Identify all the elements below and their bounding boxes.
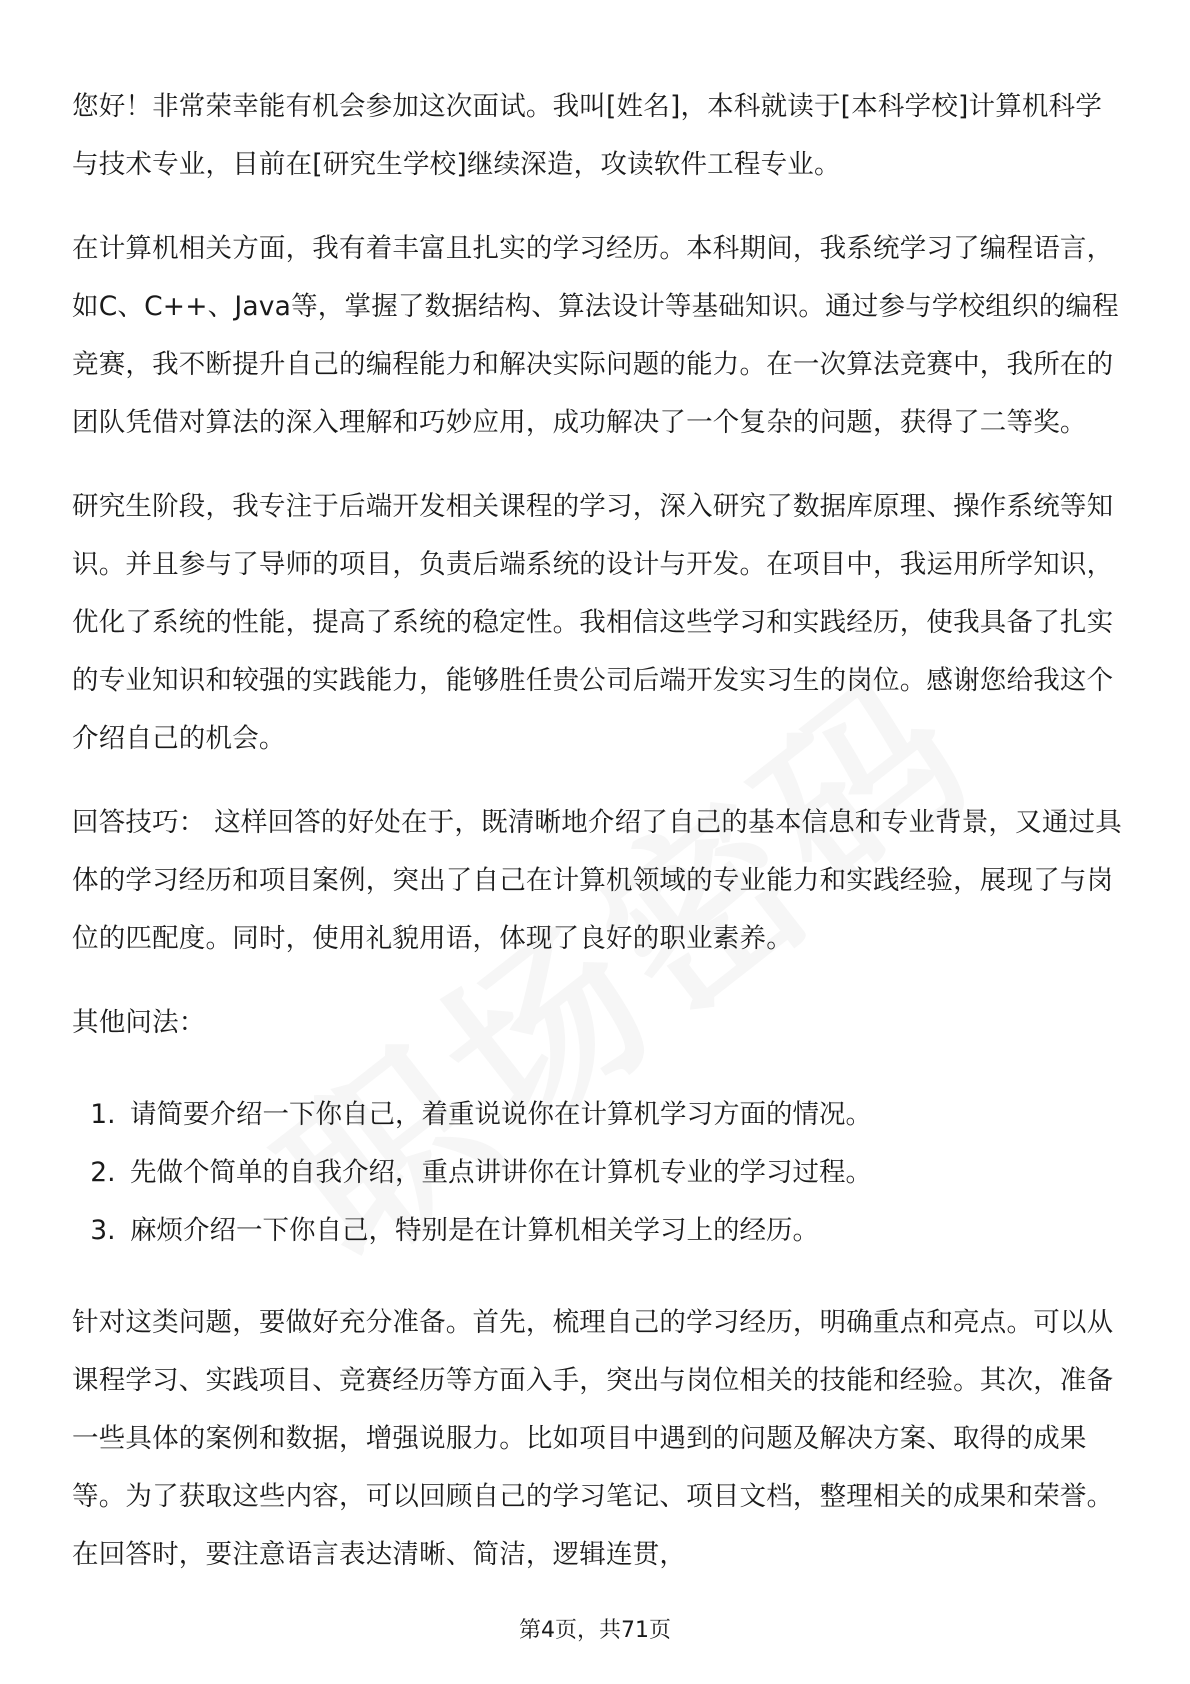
paragraph-answer-tips: 回答技巧： 这样回答的好处在于，既清晰地介绍了自己的基本信息和专业背景，又通过具体的学习经历和项目案例，突出了自己在计算机领域的专业能力和实践经验，展现了与岗位的匹配度。同时，使用礼貌用语，体现了良好的职业素养。 — [72, 807, 1122, 954]
paragraph-other-questions-heading: 其他问法： — [72, 1007, 206, 1038]
page-number: 第4页，共71页 — [519, 1618, 671, 1643]
list-item: 3. 麻烦介绍一下你自己，特别是在计算机相关学习上的经历。 — [124, 1202, 1122, 1260]
document-body — [72, 78, 1122, 1584]
paragraph-graduate: 研究生阶段，我专注于后端开发相关课程的学习，深入研究了数据库原理、操作系统等知识。并且参与了导师的项目，负责后端系统的设计与开发。在项目中，我运用所学知识，优化了系统的性能，提高了系统的稳定性。我相信这些学习和实践经历，使我具备了扎实的专业知识和较强的实践能力，能够胜任贵公司后端开发实习生的岗位。感谢您给我这个介绍自己的机会。 — [72, 491, 1114, 754]
paragraph-undergraduate: 在计算机相关方面，我有着丰富且扎实的学习经历。本科期间，我系统学习了编程语言，如C、C++、Java等，掌握了数据结构、算法设计等基础知识。通过参与学校组织的编程竞赛，我不断提升自己的编程能力和解决实际问题的能力。在一次算法竞赛中，我所在的团队凭借对算法的深入理解和巧妙应用，成功解决了一个复杂的问题，获得了二等奖。 — [72, 233, 1119, 438]
alternative-questions-list — [72, 1086, 1122, 1260]
paragraph-intro: 您好！非常荣幸能有机会参加这次面试。我叫[姓名]，本科就读于[本科学校]计算机科学与技术专业，目前在[研究生学校]继续深造，攻读软件工程专业。 — [72, 91, 1103, 180]
list-item: 1. 请简要介绍一下你自己，着重说说你在计算机学习方面的情况。 — [124, 1086, 1122, 1144]
paragraph-preparation-advice: 针对这类问题，要做好充分准备。首先，梳理自己的学习经历，明确重点和亮点。可以从课程学习、实践项目、竞赛经历等方面入手，突出与岗位相关的技能和经验。其次，准备一些具体的案例和数据，增强说服力。比如项目中遇到的问题及解决方案、取得的成果等。为了获取这些内容，可以回顾自己的学习笔记、项目文档，整理相关的成果和荣誉。在回答时，要注意语言表达清晰、简洁，逻辑连贯， — [72, 1307, 1114, 1570]
list-item: 2. 先做个简单的自我介绍，重点讲讲你在计算机专业的学习过程。 — [124, 1144, 1122, 1202]
